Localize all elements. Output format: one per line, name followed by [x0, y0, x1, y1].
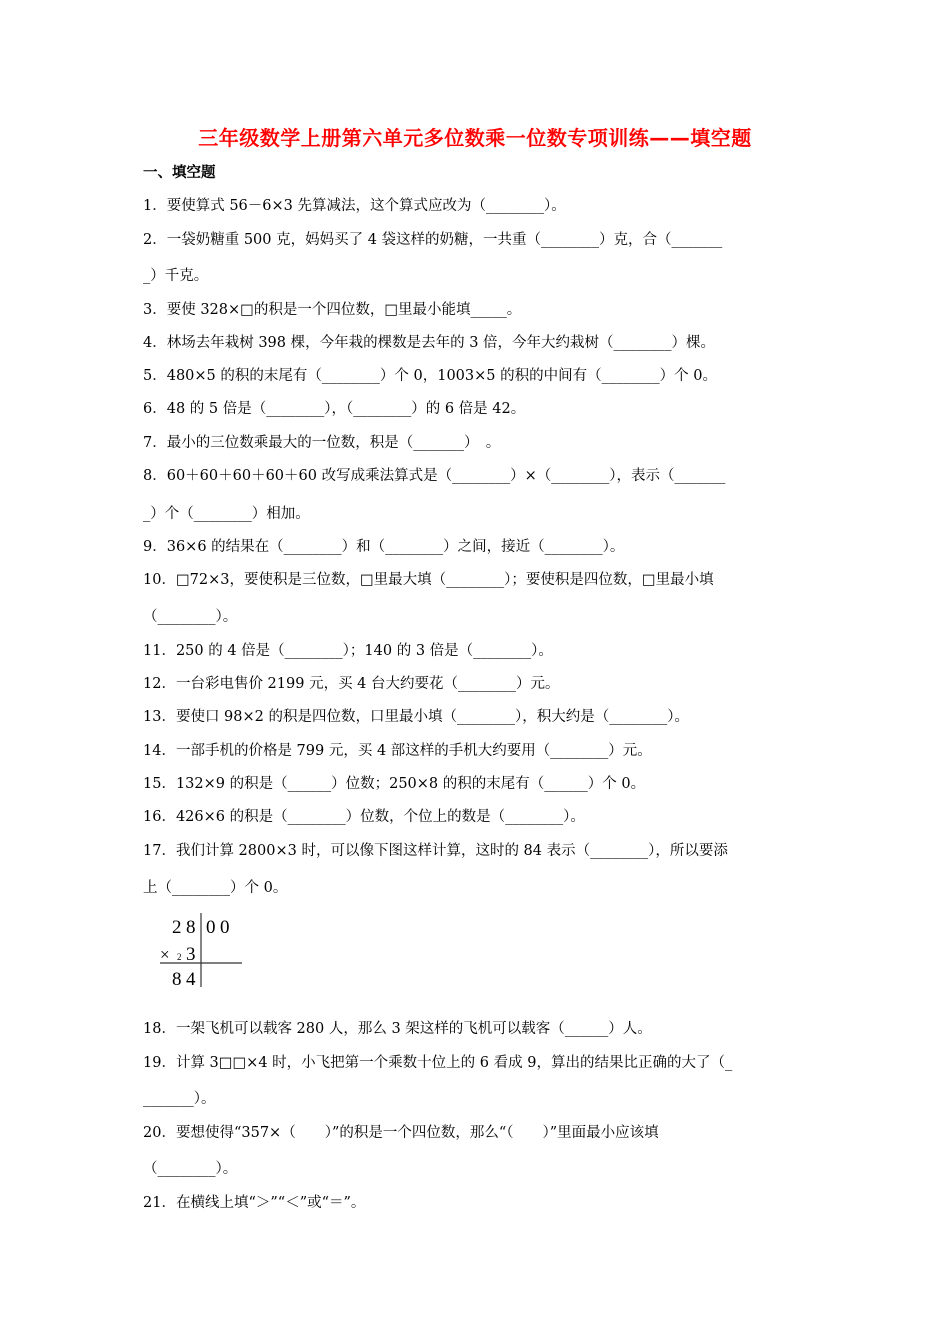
question-line: （________）。: [143, 1161, 238, 1177]
figure-digit: 4: [186, 969, 196, 990]
question-line: （________）。: [143, 609, 238, 625]
vertical-multiplication-figure: [158, 911, 248, 991]
figure-carry: 2: [177, 952, 182, 962]
question-line: 10．□72×3，要使积是三位数，□里最大填（________）；要使积是四位数，□里最小填: [143, 572, 714, 588]
figure-digit: 8: [172, 969, 182, 990]
question-line: 3．要使 328×□的积是一个四位数，□里最小能填_____。: [143, 302, 522, 318]
question-line: 12．一台彩电售价 2199 元，买 4 台大约要花（________）元。: [143, 676, 560, 692]
question-line: 21．在横线上填“＞”“＜”或“＝”。: [143, 1195, 366, 1211]
question-line: 5．480×5 的积的末尾有（________）个 0，1003×5 的积的中间有（________）个 0。: [143, 368, 717, 384]
page-title: 三年级数学上册第六单元多位数乘一位数专项训练——填空题: [198, 126, 752, 150]
question-line: 14．一部手机的价格是 799 元，买 4 部这样的手机大约要用（________）元。: [143, 743, 652, 759]
question-line: 18．一架飞机可以载客 280 人，那么 3 架这样的飞机可以载客（______）人。: [143, 1021, 652, 1037]
question-line: 7．最小的三位数乘最大的一位数，积是（_______） 。: [143, 435, 501, 451]
figure-times-sign: ×: [160, 945, 170, 964]
section-heading: 一、填空题: [143, 165, 216, 181]
question-line: 13．要使口 98×2 的积是四位数，口里最小填（________），积大约是（________）。: [143, 709, 689, 725]
question-line: 6．48 的 5 倍是（________），（________）的 6 倍是 42。: [143, 401, 526, 417]
question-line: _）个（________）相加。: [143, 506, 310, 522]
figure-digit: 0: [206, 917, 216, 938]
question-line: 20．要想使得“357×（ ）”的积是一个四位数，那么“（ ）”里面最小应该填: [143, 1125, 659, 1141]
question-line: _______）。: [143, 1091, 216, 1107]
figure-digit: 2: [172, 917, 182, 938]
figure-digit: 8: [186, 917, 196, 938]
question-line: 1．要使算式 56－6×3 先算减法，这个算式应改为（________）。: [143, 198, 566, 214]
question-line: 15．132×9 的积是（______）位数；250×8 的积的末尾有（______）个 0。: [143, 776, 646, 792]
question-line: 8．60＋60＋60＋60＋60 改写成乘法算式是（________）×（________），表示（_______: [143, 468, 726, 484]
question-line: 4．林场去年栽树 398 棵，今年栽的棵数是去年的 3 倍，今年大约栽树（________）棵。: [143, 335, 716, 351]
question-line: 11．250 的 4 倍是（________）；140 的 3 倍是（________）。: [143, 643, 553, 659]
question-line: 17．我们计算 2800×3 时，可以像下图这样计算，这时的 84 表示（________），所以要添: [143, 843, 728, 859]
question-line: 2．一袋奶糖重 500 克，妈妈买了 4 袋这样的奶糖，一共重（________）克，合（_______: [143, 232, 723, 248]
figure-digit: 3: [186, 944, 196, 965]
question-line: 9．36×6 的结果在（________）和（________）之间，接近（________）。: [143, 539, 625, 555]
question-line: _）千克。: [143, 268, 209, 284]
question-line: 19．计算 3□□×4 时，小飞把第一个乘数十位上的 6 看成 9，算出的结果比正确的大了（_: [143, 1055, 733, 1071]
figure-digit: 0: [220, 917, 230, 938]
question-line: 上（________）个 0。: [143, 880, 288, 896]
question-line: 16．426×6 的积是（________）位数，个位上的数是（________）。: [143, 809, 585, 825]
